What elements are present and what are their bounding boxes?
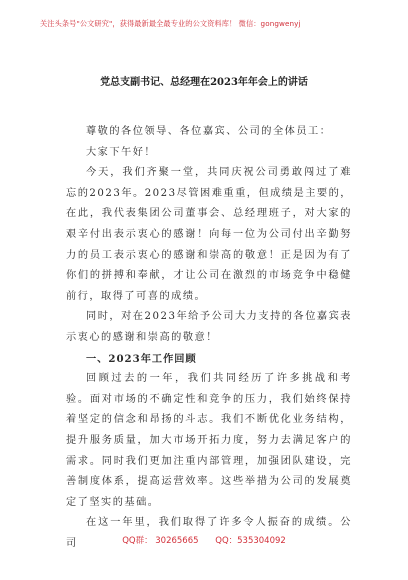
greeting: 大家下午好！ xyxy=(86,146,157,158)
promo-header: 关注头条号"公文研究"，获得最新最全最专业的公文资料库！ 微信：gongwenyj xyxy=(40,19,301,28)
body-paragraph: 今天，我们齐聚一堂，共同庆祝公司勇敢闯过了难忘的2023年。2023尽管困难重重，但成绩是主要的，在此，我代表集团公司董事会、总经理班子，对大家的艰辛付出表示衷心的感谢！向每一位为公司付出辛勤努力的员工表示衷心的感谢和崇高的敬意！正是因为有了你们的拼搏和奉献，才让公司在激烈的市场竞争中稳健前行，取得了可喜的成绩。 xyxy=(66,167,352,302)
salutation: 尊敬的各位领导、各位嘉宾、公司的全体员工： xyxy=(86,126,332,137)
section-heading: 一、2023年工作回顾 xyxy=(86,352,197,365)
body-paragraph: 回顾过去的一年，我们共同经历了许多挑战和考验。面对市场的不确定性和竞争的压力，我们始终保持着坚定的信念和昂扬的斗志。我们不断优化业务结构，提升服务质量，加大市场开拓力度，努力去满足客户的需求。同时我们更加注重内部管理，加强团队建设，完善制度体系，提高运营效率。这些举措为公司的发展奠定了坚实的基础。 xyxy=(66,373,352,508)
document-title: 党总支副书记、总经理在2023年年会上的讲话 xyxy=(100,77,308,88)
body-paragraph: 同时，对在2023年给予公司大力支持的各位嘉宾表示衷心的感谢和崇高的敬意！ xyxy=(66,311,352,343)
qq-number: QQ：535304092 xyxy=(215,536,286,546)
qq-group-number: QQ群： 30265665 xyxy=(122,536,199,546)
document-body xyxy=(66,122,352,554)
contact-footer xyxy=(0,534,408,546)
body-paragraph: 在这一年里，我们取得了许多令人振奋的成绩。公司 xyxy=(66,517,352,549)
